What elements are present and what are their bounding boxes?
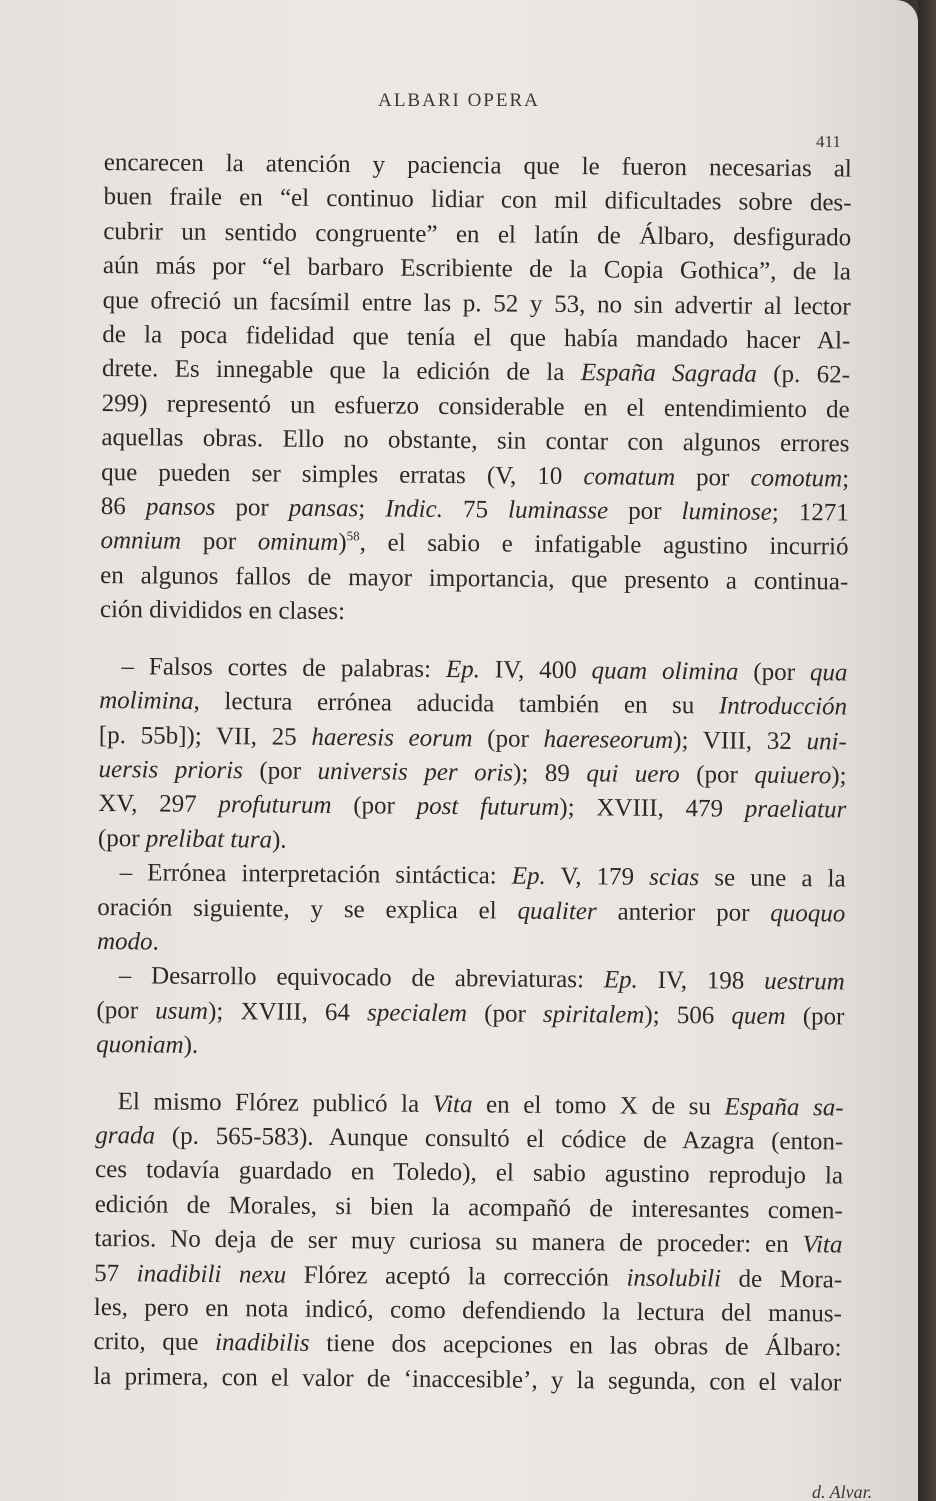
text-line: que pueden ser simples erratas (V, 10 comatum por comotum; xyxy=(101,458,850,493)
list-item: – Falsos cortes de palabras: Ep. IV, 400 quam olimina (por qua xyxy=(121,652,848,687)
text-line: oración siguiente, y se explica el qualiter anterior por quoquo xyxy=(97,893,846,928)
text-line: aún más por “el barbaro Escribiente de la Copia Gothica”, de la xyxy=(102,252,852,286)
text-line: uersis prioris (por universis per oris); 89 qui uero (por quiuero); xyxy=(98,755,847,790)
list-item: – Desarrollo equivocado de abreviaturas: Ep. IV, 198 uestrum xyxy=(118,962,845,996)
text-line: 299) representó un esfuerzo considerable en el entendimiento de xyxy=(101,389,850,424)
text-line: aquellas obras. Ello no obstante, sin contar con algunos errores xyxy=(101,424,850,458)
text-line: molimina, lectura errónea aducida también en su Introducción xyxy=(99,687,848,721)
page-edge xyxy=(918,0,936,1501)
text-line: edición de Morales, si bien la acompañó de interesantes comen- xyxy=(94,1190,843,1225)
text-line: [p. 55b]); VII, 25 haeresis eorum (por haereseorum); VIII, 32 uni- xyxy=(98,721,847,756)
text-line: quoniam). xyxy=(96,1031,199,1060)
text-line: buen fraile en “el continuo lidiar con mil dificultades sobre des- xyxy=(103,183,852,217)
text-line: El mismo Flórez publicó la Vita en el tomo X de su España sa- xyxy=(117,1087,844,1122)
text-line: encarecen la atención y paciencia que le fueron necesarias al xyxy=(103,148,852,183)
text-line: (por prelibat tura). xyxy=(97,824,287,854)
text-line: omnium por ominum)$^{58}$, el sabio e infatigable agustino incurrió xyxy=(100,527,849,561)
text-line: 57 inadibili nexu Flórez aceptó la corrección insolubili de Mora- xyxy=(94,1259,843,1294)
page-number: 411 xyxy=(816,132,841,151)
text-line: 86 pansos por pansas; Indic. 75 luminasse por luminose; 1271 xyxy=(100,493,849,527)
footnote-ref: 58 xyxy=(346,528,360,544)
text-line: XV, 297 profuturum (por post futurum); XVIII, 479 praeliatur xyxy=(98,790,847,824)
text-line: ción divididos en clases: xyxy=(99,596,346,626)
text-line: crito, que inadibilis tiene dos acepciones en las obras de Álbaro: xyxy=(93,1328,842,1362)
text-line: en algunos fallos de mayor importancia, que presento a continua- xyxy=(100,561,849,596)
running-title: ALBARI OPERA xyxy=(378,90,540,111)
text-line: modo. xyxy=(96,927,159,956)
text-line: cubrir un sentido congruente” en el latín de Álbaro, desfigurado xyxy=(103,217,852,252)
body-text xyxy=(93,146,852,1401)
text-line: la primera, con el valor de ‘inaccesible’, y la segunda, con el valor xyxy=(93,1362,842,1397)
text-line: les, pero en nota indicó, como defendiendo la lectura del manus- xyxy=(93,1293,842,1328)
text-line: drete. Es innegable que la edición de la España Sagrada (p. 62- xyxy=(101,355,851,389)
list-item: – Errónea interpretación sintáctica: Ep. V, 179 scias se une a la xyxy=(119,859,846,893)
text-line: de la poca fidelidad que tenía el que había mandado hacer Al- xyxy=(102,321,851,355)
text-line: que ofreció un facsímil entre las p. 52 y 53, no sin advertir al lector xyxy=(102,286,851,321)
text-line: (por usum); XVIII, 64 specialem (por spiritalem); 506 quem (por xyxy=(96,996,845,1031)
footer-fragment: d. Alvar. xyxy=(812,1482,873,1501)
text-line: ces todavía guardado en Toledo), el sabio agustino reprodujo la xyxy=(94,1156,844,1190)
text-line: grada (p. 565-583). Aunque consultó el códice de Azagra (enton- xyxy=(95,1121,844,1156)
text-line: tarios. No deja de ser muy curiosa su manera de proceder: en Vita xyxy=(94,1225,843,1259)
